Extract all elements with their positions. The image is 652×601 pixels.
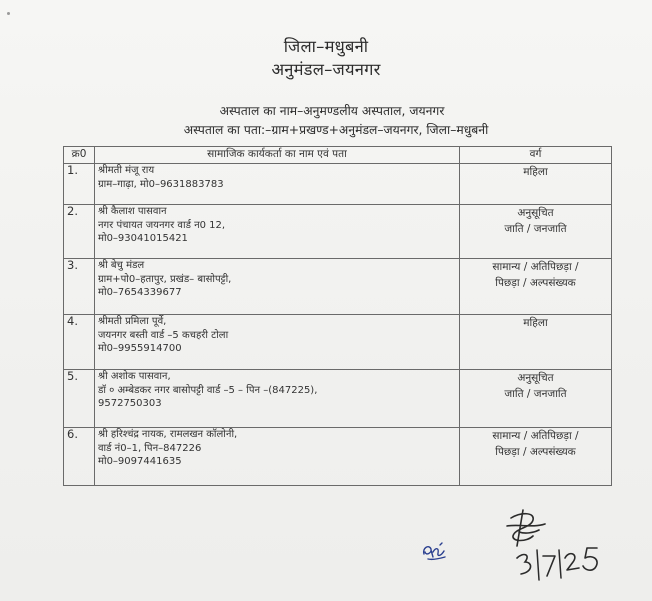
category-cell xyxy=(460,370,612,428)
serial-number: 4. xyxy=(64,315,95,370)
serial-number: 5. xyxy=(64,370,95,428)
worker-name: श्री हरिश्चंद्र नायक, रामलखन कॉलोनी, xyxy=(98,429,238,440)
worker-phone-line: 9572750303 xyxy=(98,398,162,410)
serial-number: 6. xyxy=(64,428,95,486)
worker-phone-line: मो0–9097441635 xyxy=(98,456,182,468)
table-row xyxy=(64,164,612,205)
column-header-category: वर्ग xyxy=(460,147,612,164)
social-workers-table xyxy=(63,146,612,486)
category-line: महिला xyxy=(523,317,548,329)
worker-name: श्री कैलाश पासवान xyxy=(98,206,167,217)
category-line: अनुसूचित xyxy=(517,207,554,219)
worker-name: श्रीमती प्रमिला पूर्वे, xyxy=(98,316,167,327)
worker-phone-line: मो0–93041015421 xyxy=(98,233,188,245)
table-row xyxy=(64,205,612,259)
name-address-cell xyxy=(95,259,460,315)
scan-speck xyxy=(7,12,10,15)
worker-address-line: जयनगर बस्ती वार्ड –5 कचहरी टोला xyxy=(98,329,229,341)
serial-number: 3. xyxy=(64,259,95,315)
category-line: जाति / जनजाति xyxy=(504,223,567,235)
table-row xyxy=(64,370,612,428)
name-address-cell xyxy=(95,370,460,428)
table-row xyxy=(64,259,612,315)
table-row xyxy=(64,428,612,486)
name-address-cell xyxy=(95,428,460,486)
category-line: सामान्य / अतिपिछड़ा / xyxy=(492,430,579,442)
category-line: अनुसूचित xyxy=(517,372,554,384)
worker-phone-line: मो0–7654339677 xyxy=(98,287,182,299)
category-line: पिछड़ा / अल्पसंख्यक xyxy=(495,446,576,458)
name-address-cell xyxy=(95,205,460,259)
category-cell xyxy=(460,315,612,370)
initials-signature xyxy=(420,540,448,562)
category-cell xyxy=(460,205,612,259)
worker-name: श्री बेचु मंडल xyxy=(98,260,145,271)
worker-address-line: ग्राम–गाढ़ा, मो0–9631883783 xyxy=(98,178,224,190)
district-title: जिला–मधुबनी xyxy=(283,37,369,56)
subdivision-title: अनुमंडल–जयनगर xyxy=(271,60,381,79)
column-header-name-address: सामाजिक कार्यकर्ता का नाम एवं पता xyxy=(95,147,460,164)
worker-phone-line: मो0–9955914700 xyxy=(98,343,182,355)
category-cell xyxy=(460,428,612,486)
hospital-address: अस्पताल का पता:–ग्राम+प्रखण्ड+अनुमंडल–जयनगर, जिला–मधुबनी xyxy=(183,123,489,137)
name-address-cell xyxy=(95,315,460,370)
serial-number: 1. xyxy=(64,164,95,205)
category-line: पिछड़ा / अल्पसंख्यक xyxy=(495,277,576,289)
category-cell xyxy=(460,259,612,315)
worker-name: श्री अशोक पासवान, xyxy=(98,371,171,382)
dated-signature xyxy=(493,506,613,582)
worker-address-line: वार्ड नं0–1, पिन–847226 xyxy=(98,442,202,454)
category-cell xyxy=(460,164,612,205)
name-address-cell xyxy=(95,164,460,205)
category-line: सामान्य / अतिपिछड़ा / xyxy=(492,261,579,273)
column-header-serial: क्र0 xyxy=(64,147,95,164)
table-header-row xyxy=(64,147,612,164)
table-row xyxy=(64,315,612,370)
worker-address-line: डॉ ० अम्बेडकर नगर बासोपट्टी वार्ड –5 – पिन –(847225), xyxy=(98,384,318,396)
serial-number: 2. xyxy=(64,205,95,259)
worker-address-line: ग्राम+पो0–हतापुर, प्रखंड– बासोपट्टी, xyxy=(98,273,232,285)
hospital-name: अस्पताल का नाम–अनुमण्डलीय अस्पताल, जयनगर xyxy=(219,104,445,118)
worker-address-line: नगर पंचायत जयनगर वार्ड न0 12, xyxy=(98,219,226,231)
category-line: महिला xyxy=(523,166,548,178)
category-line: जाति / जनजाति xyxy=(504,388,567,400)
worker-name: श्रीमती मंजू राय xyxy=(98,165,155,176)
